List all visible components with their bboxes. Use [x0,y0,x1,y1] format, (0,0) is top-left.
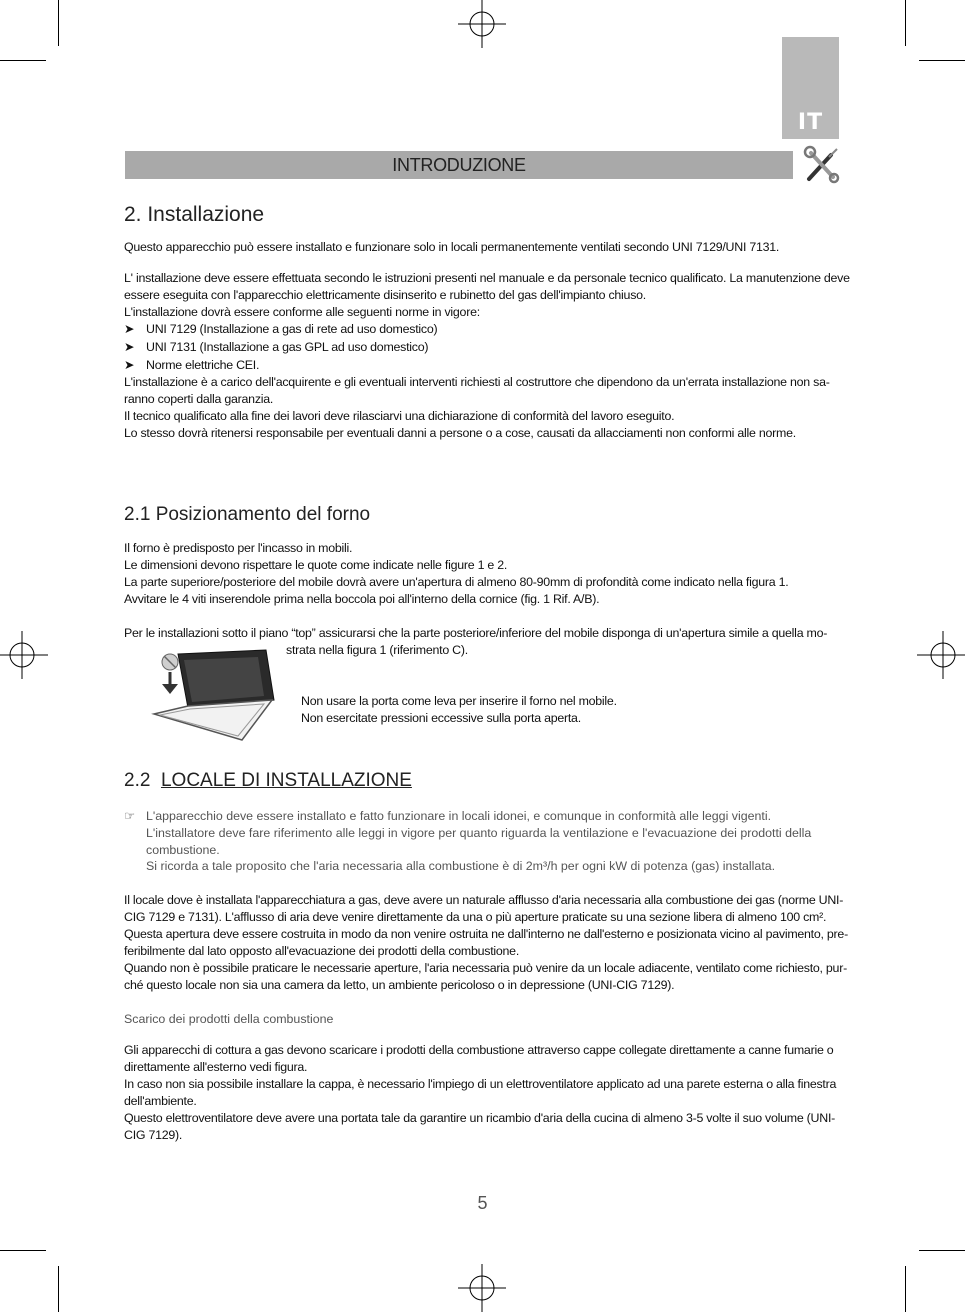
paragraph: La parte superiore/posteriore del mobile dovrà avere un'apertura di almeno 80-90mm di profondità come indicato nella figura 1. [124,575,789,589]
paragraph: CIG 7129 e 7131). L'afflusso di aria deve venire direttamente da una o più aperture praticate su una sezione libera di almeno 100 cm². [124,910,827,924]
crop-mark [919,1250,965,1251]
crop-mark [0,1250,46,1251]
paragraph: Questo apparecchio può essere installato e funzionare solo in locali permanentemente ventilati secondo UNI 7129/UNI 7131. [124,240,780,254]
paragraph: ranno coperti dalla garanzia. [124,392,274,406]
paragraph: CIG 7129). [124,1128,183,1142]
paragraph: Lo stesso dovrà ritenersi responsabile per eventuali danni a persone o a cose, causati da allacciamenti non conformi alle norme. [124,426,796,440]
paragraph: Gli apparecchi di cottura a gas devono scaricare i prodotti della combustione attraverso cappe collegate direttamente a canne fumarie o [124,1043,834,1057]
registration-mark-right [917,631,965,679]
crop-mark [0,60,46,61]
pointing-hand-icon: ☞ [124,809,136,823]
registration-mark-bottom [458,1264,506,1312]
bullet-item: ➤ UNI 7131 (Installazione a gas GPL ad uso domestico) [124,339,428,356]
bullet-item: ➤ UNI 7129 (Installazione a gas di rete ad uso domestico) [124,321,437,338]
paragraph: dell'ambiente. [124,1094,197,1108]
paragraph: Questa apertura deve essere costruita in modo da non venire ostruita ne dall'interno ne dall'esterno e posizionata vicino al pavimento, pre- [124,927,848,941]
tools-icon [801,145,843,185]
paragraph: Avvitare le 4 viti inserendole prima nella boccola poi all'interno della cornice (fig. 1 Rif. A/B). [124,592,600,606]
note-line: L'installatore deve fare riferimento alle leggi in vigore per quanto riguarda la ventilazione e l'evacuazione dei prodotti della [146,826,812,840]
language-tab [782,37,839,139]
paragraph: In caso non sia possibile installare la cappa, è necessario l'impiego di un elettroventilatore applicato ad una parete esterna o alla finestra [124,1077,837,1091]
crop-mark [905,1266,906,1312]
paragraph: Il tecnico qualificato alla fine dei lavori deve rilasciarvi una dichiarazione di conformità del lavoro eseguito. [124,409,675,423]
paragraph: L'installazione dovrà essere conforme alle seguenti norme in vigore: [124,305,480,319]
paragraph: strata nella figura 1 (riferimento C). [286,643,468,657]
paragraph: ché questo locale non sia una camera da letto, un ambiente pericoloso o in depressione (UNI-CIG 7129). [124,978,675,992]
note-line: combustione. [146,843,220,857]
arrow-bullet-icon: ➤ [124,322,135,336]
warning-text: Non esercitate pressioni eccessive sulla porta aperta. [301,711,581,725]
paragraph: direttamente all'esterno vedi figura. [124,1060,308,1074]
paragraph: L'installazione è a carico dell'acquirente e gli eventuali interventi richiesti al costruttore che dipendono da un'errata installazione non sa- [124,375,830,389]
crop-mark [58,1266,59,1312]
section-title-bar: INTRODUZIONE [125,151,793,179]
paragraph: feribilmente dal lato opposto all'evacuazione dei prodotti della combustione. [124,944,520,958]
page-number: 5 [477,1193,488,1213]
arrow-bullet-icon: ➤ [124,340,135,354]
crop-mark [905,0,906,46]
oven-figure [148,648,276,748]
registration-mark-top [458,0,506,48]
paragraph: Per le installazioni sotto il piano “top” assicurarsi che la parte posteriore/inferiore del mobile disponga di un'apertura simile a quella mo- [124,626,828,640]
arrow-bullet-icon: ➤ [124,358,135,372]
paragraph: Le dimensioni devono rispettare le quote come indicate nelle figure 1 e 2. [124,558,508,572]
bullet-item: ➤ Norme elettriche CEI. [124,357,259,374]
section-heading-locale: 2.2 LOCALE DI INSTALLAZIONE [124,770,412,791]
crop-mark [58,0,59,46]
section-heading-posizionamento: 2.1 Posizionamento del forno [124,504,371,525]
warning-text: Non usare la porta come leva per inserire il forno nel mobile. [301,694,617,708]
paragraph: Il forno è predisposto per l'incasso in mobili. [124,541,353,555]
section-heading-installazione: 2. Installazione [124,203,265,226]
subheading-scarico: Scarico dei prodotti della combustione [124,1012,334,1026]
language-code: IT [797,110,824,135]
note-line: Si ricorda a tale proposito che l'aria necessaria alla combustione è di 2m³/h per ogni kW di potenza (gas) installata. [146,859,776,873]
paragraph: Il locale dove è installata l'apparecchiatura a gas, deve avere un naturale afflusso d'aria necessaria alla combustione dei gas (norme UNI- [124,893,844,907]
paragraph: Quando non è possibile praticare le necessarie aperture, l'aria necessaria può venire da un locale adiacente, ventilato come richiesto, pur- [124,961,847,975]
note-line: ☞ L'apparecchio deve essere installato e fatto funzionare in locali idonei, e comunque in conformità alle leggi vigenti. [124,808,771,825]
paragraph: L' installazione deve essere effettuata secondo le istruzioni presenti nel manuale e da personale tecnico qualificato. La manutenzione deve [124,271,850,285]
crop-mark [919,60,965,61]
paragraph: essere eseguita con l'apparecchio elettricamente disinserito e rubinetto del gas dell'impianto chiuso. [124,288,646,302]
paragraph: Questo elettroventilatore deve avere una portata tale da garantire un ricambio d'aria della cucina di almeno 3-5 volte il suo volume (UNI- [124,1111,836,1125]
registration-mark-left [0,631,48,679]
